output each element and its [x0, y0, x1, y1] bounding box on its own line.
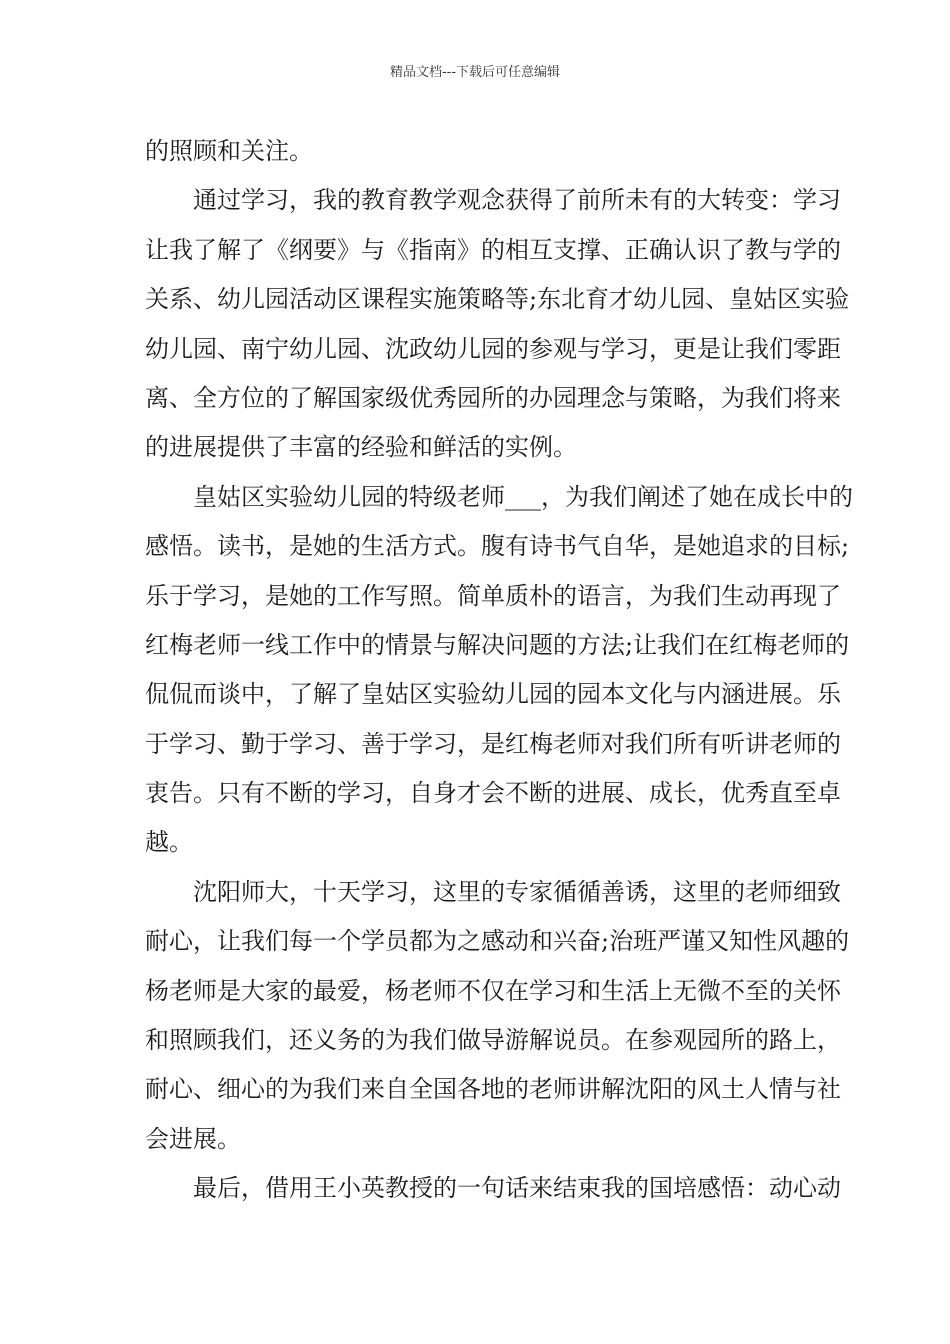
paragraph-first-line: 皇姑区实验幼儿园的特级老师___，为我们阐述了她在成长中的	[193, 482, 853, 511]
document-body	[145, 127, 853, 1214]
text-line: 幼儿园、南宁幼儿园、沈政幼儿园的参观与学习，更是让我们零距	[145, 334, 841, 363]
paragraph-first-line: 最后，借用王小英教授的一句话来结束我的国培感悟：动心动	[193, 1174, 841, 1203]
text-line: 杨老师是大家的最爱，杨老师不仅在学习和生活上无微不至的关怀	[145, 976, 841, 1005]
text-line: 让我了解了《纲要》与《指南》的相互支撑、正确认识了教与学的	[145, 235, 841, 264]
text-line: 侃侃而谈中，了解了皇姑区实验幼儿园的园本文化与内涵进展。乐	[145, 680, 841, 709]
text-line: 会进展。	[145, 1124, 241, 1153]
text-line: 和照顾我们，还义务的为我们做导游解说员。在参观园所的路上，	[145, 1026, 841, 1055]
text-line: 衷告。只有不断的学习，自身才会不断的进展、成长，优秀直至卓	[145, 779, 841, 808]
text-line: 的照顾和关注。	[145, 137, 313, 165]
text-line: 耐心、细心的为我们来自全国各地的老师讲解沈阳的风土人情与社	[145, 1075, 841, 1104]
text-line: 感悟。读书，是她的生活方式。腹有诗书气自华，是她追求的目标;	[145, 532, 850, 561]
text-line: 越。	[145, 828, 193, 857]
text-line: 的进展提供了丰富的经验和鲜活的实例。	[145, 433, 577, 462]
paragraph-first-line: 沈阳师大，十天学习，这里的专家循循善诱，这里的老师细致	[193, 877, 841, 906]
paragraph-first-line: 通过学习，我的教育教学观念获得了前所未有的大转变：学习	[193, 186, 841, 215]
text-line: 乐于学习，是她的工作写照。简单质朴的语言，为我们生动再现了	[145, 581, 841, 610]
text-line: 离、全方位的了解国家级优秀园所的办园理念与策略，为我们将来	[145, 383, 841, 412]
page-header: 精品文档---下载后可任意编辑	[389, 65, 561, 80]
text-line: 关系、幼儿园活动区课程实施策略等;东北育才幼儿园、皇姑区实验	[145, 285, 850, 314]
text-line: 耐心，让我们每一个学员都为之感动和兴奋;治班严谨又知性风趣的	[145, 927, 850, 956]
text-line: 红梅老师一线工作中的情景与解决问题的方法;让我们在红梅老师的	[145, 630, 850, 659]
text-line: 于学习、勤于学习、善于学习，是红梅老师对我们所有听讲老师的	[145, 729, 841, 758]
